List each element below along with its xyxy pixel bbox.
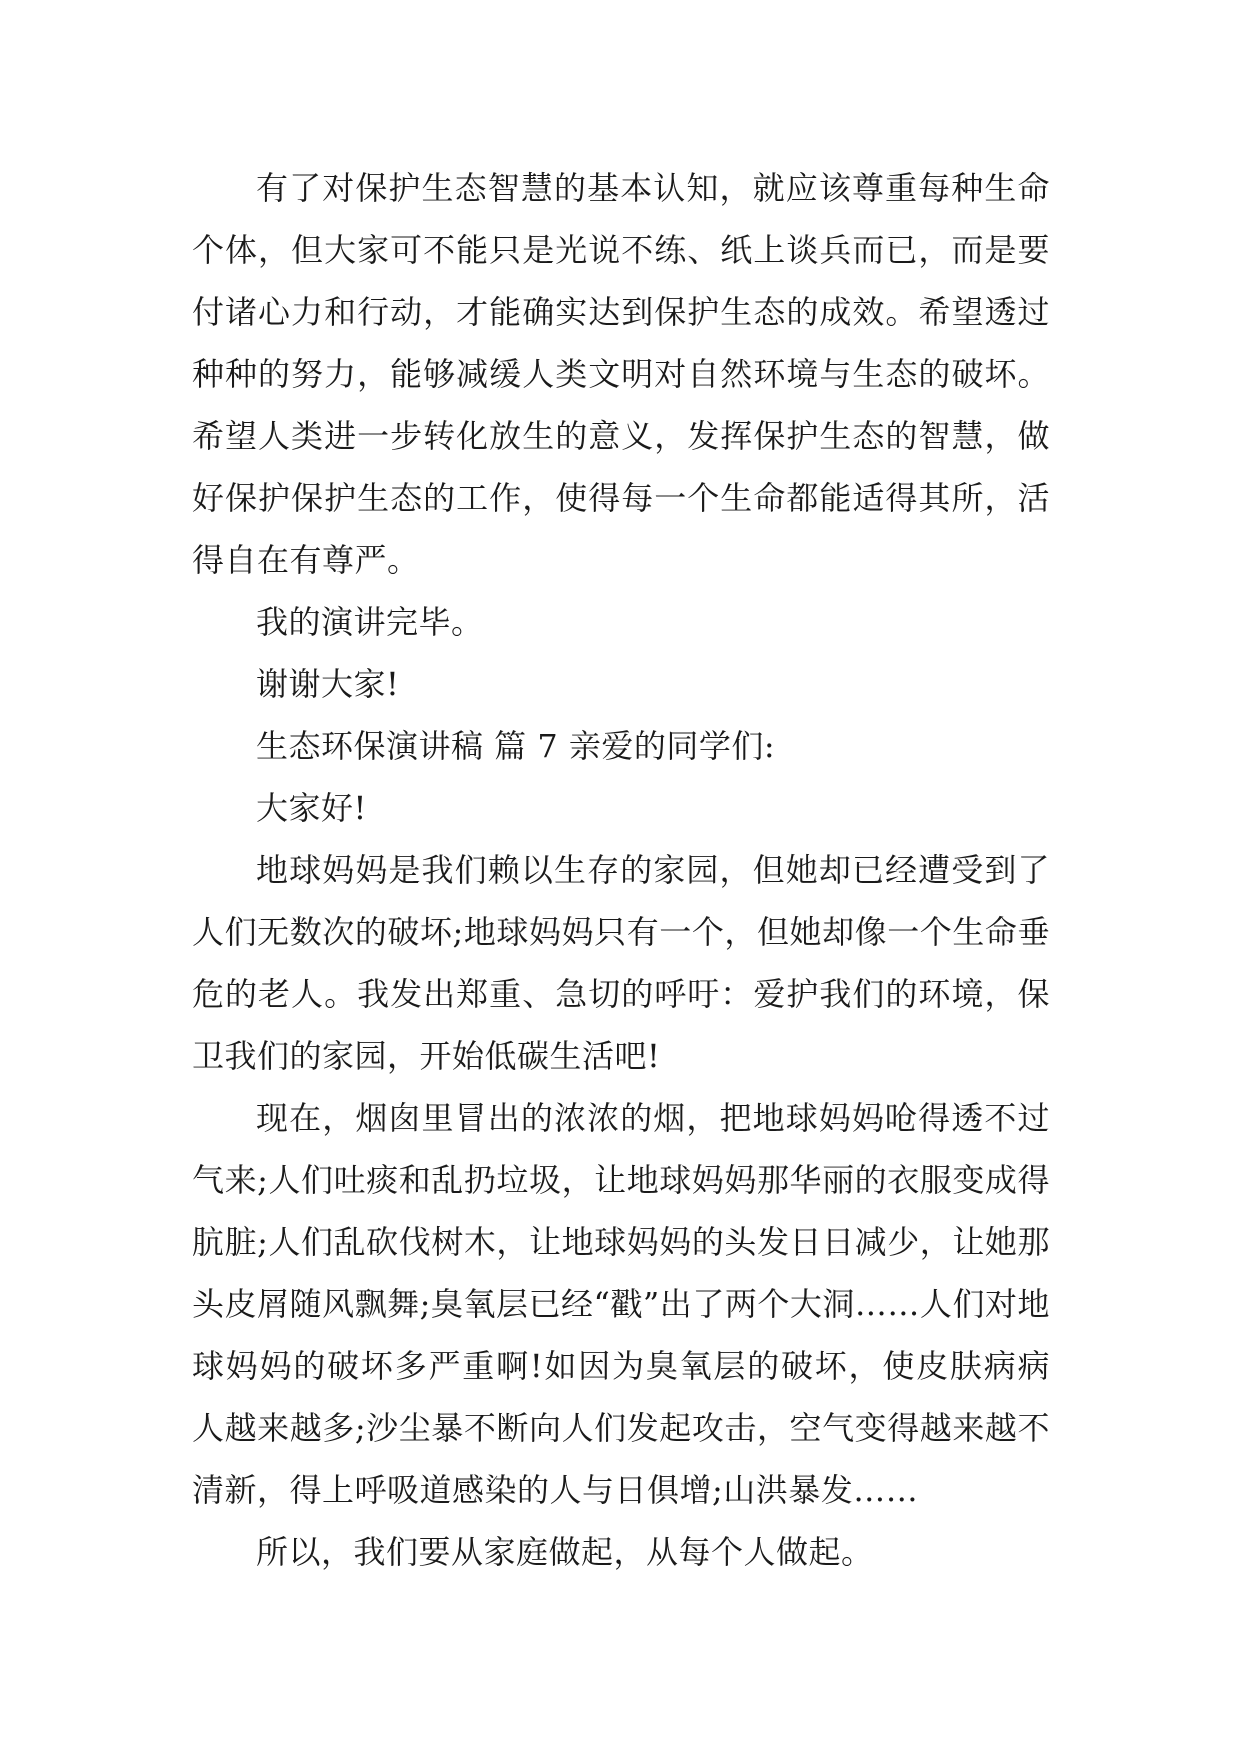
- paragraph-thanks: 谢谢大家!: [256, 665, 400, 703]
- paragraph-conclusion: 所以，我们要从家庭做起，从每个人做起。: [256, 1533, 874, 1571]
- paragraph-earth-mother: 地球妈妈是我们赖以生存的家园，但她却已经遭受到了人们无数次的破坏;地球妈妈只有一个，但她却像一个生命垂危的老人。我发出郑重、急切的呼吁：爱护我们的环境，保卫我们的家园，开始低碳生活吧!: [192, 851, 1050, 1075]
- paragraph-pollution: 现在，烟囱里冒出的浓浓的烟，把地球妈妈呛得透不过气来;人们吐痰和乱扔垃圾，让地球妈妈那华丽的衣服变成得肮脏;人们乱砍伐树木，让地球妈妈的头发日日减少，让她那头皮屑随风飘舞;臭氧层已经“戳”出了两个大洞……人们对地球妈妈的破坏多严重啊!如因为臭氧层的破坏，使皮肤病病人越来越多;沙尘暴不断向人们发起攻击，空气变得越来越不清新，得上呼吸道感染的人与日俱增;山洪暴发……: [192, 1099, 1050, 1509]
- document-body: [192, 157, 1050, 1583]
- paragraph-ecology-wisdom: 有了对保护生态智慧的基本认知，就应该尊重每种生命个体，但大家可不能只是光说不练、纸上谈兵而已，而是要付诸心力和行动，才能确实达到保护生态的成效。希望透过种种的努力，能够减缓人类文明对自然环境与生态的破坏。希望人类进一步转化放生的意义，发挥保护生态的智慧，做好保护保护生态的工作，使得每一个生命都能适得其所，活得自在有尊严。: [192, 169, 1050, 579]
- paragraph-section-heading: 生态环保演讲稿 篇 7 亲爱的同学们:: [256, 727, 776, 765]
- paragraph-greeting: 大家好!: [256, 789, 367, 827]
- paragraph-speech-end: 我的演讲完毕。: [256, 603, 484, 641]
